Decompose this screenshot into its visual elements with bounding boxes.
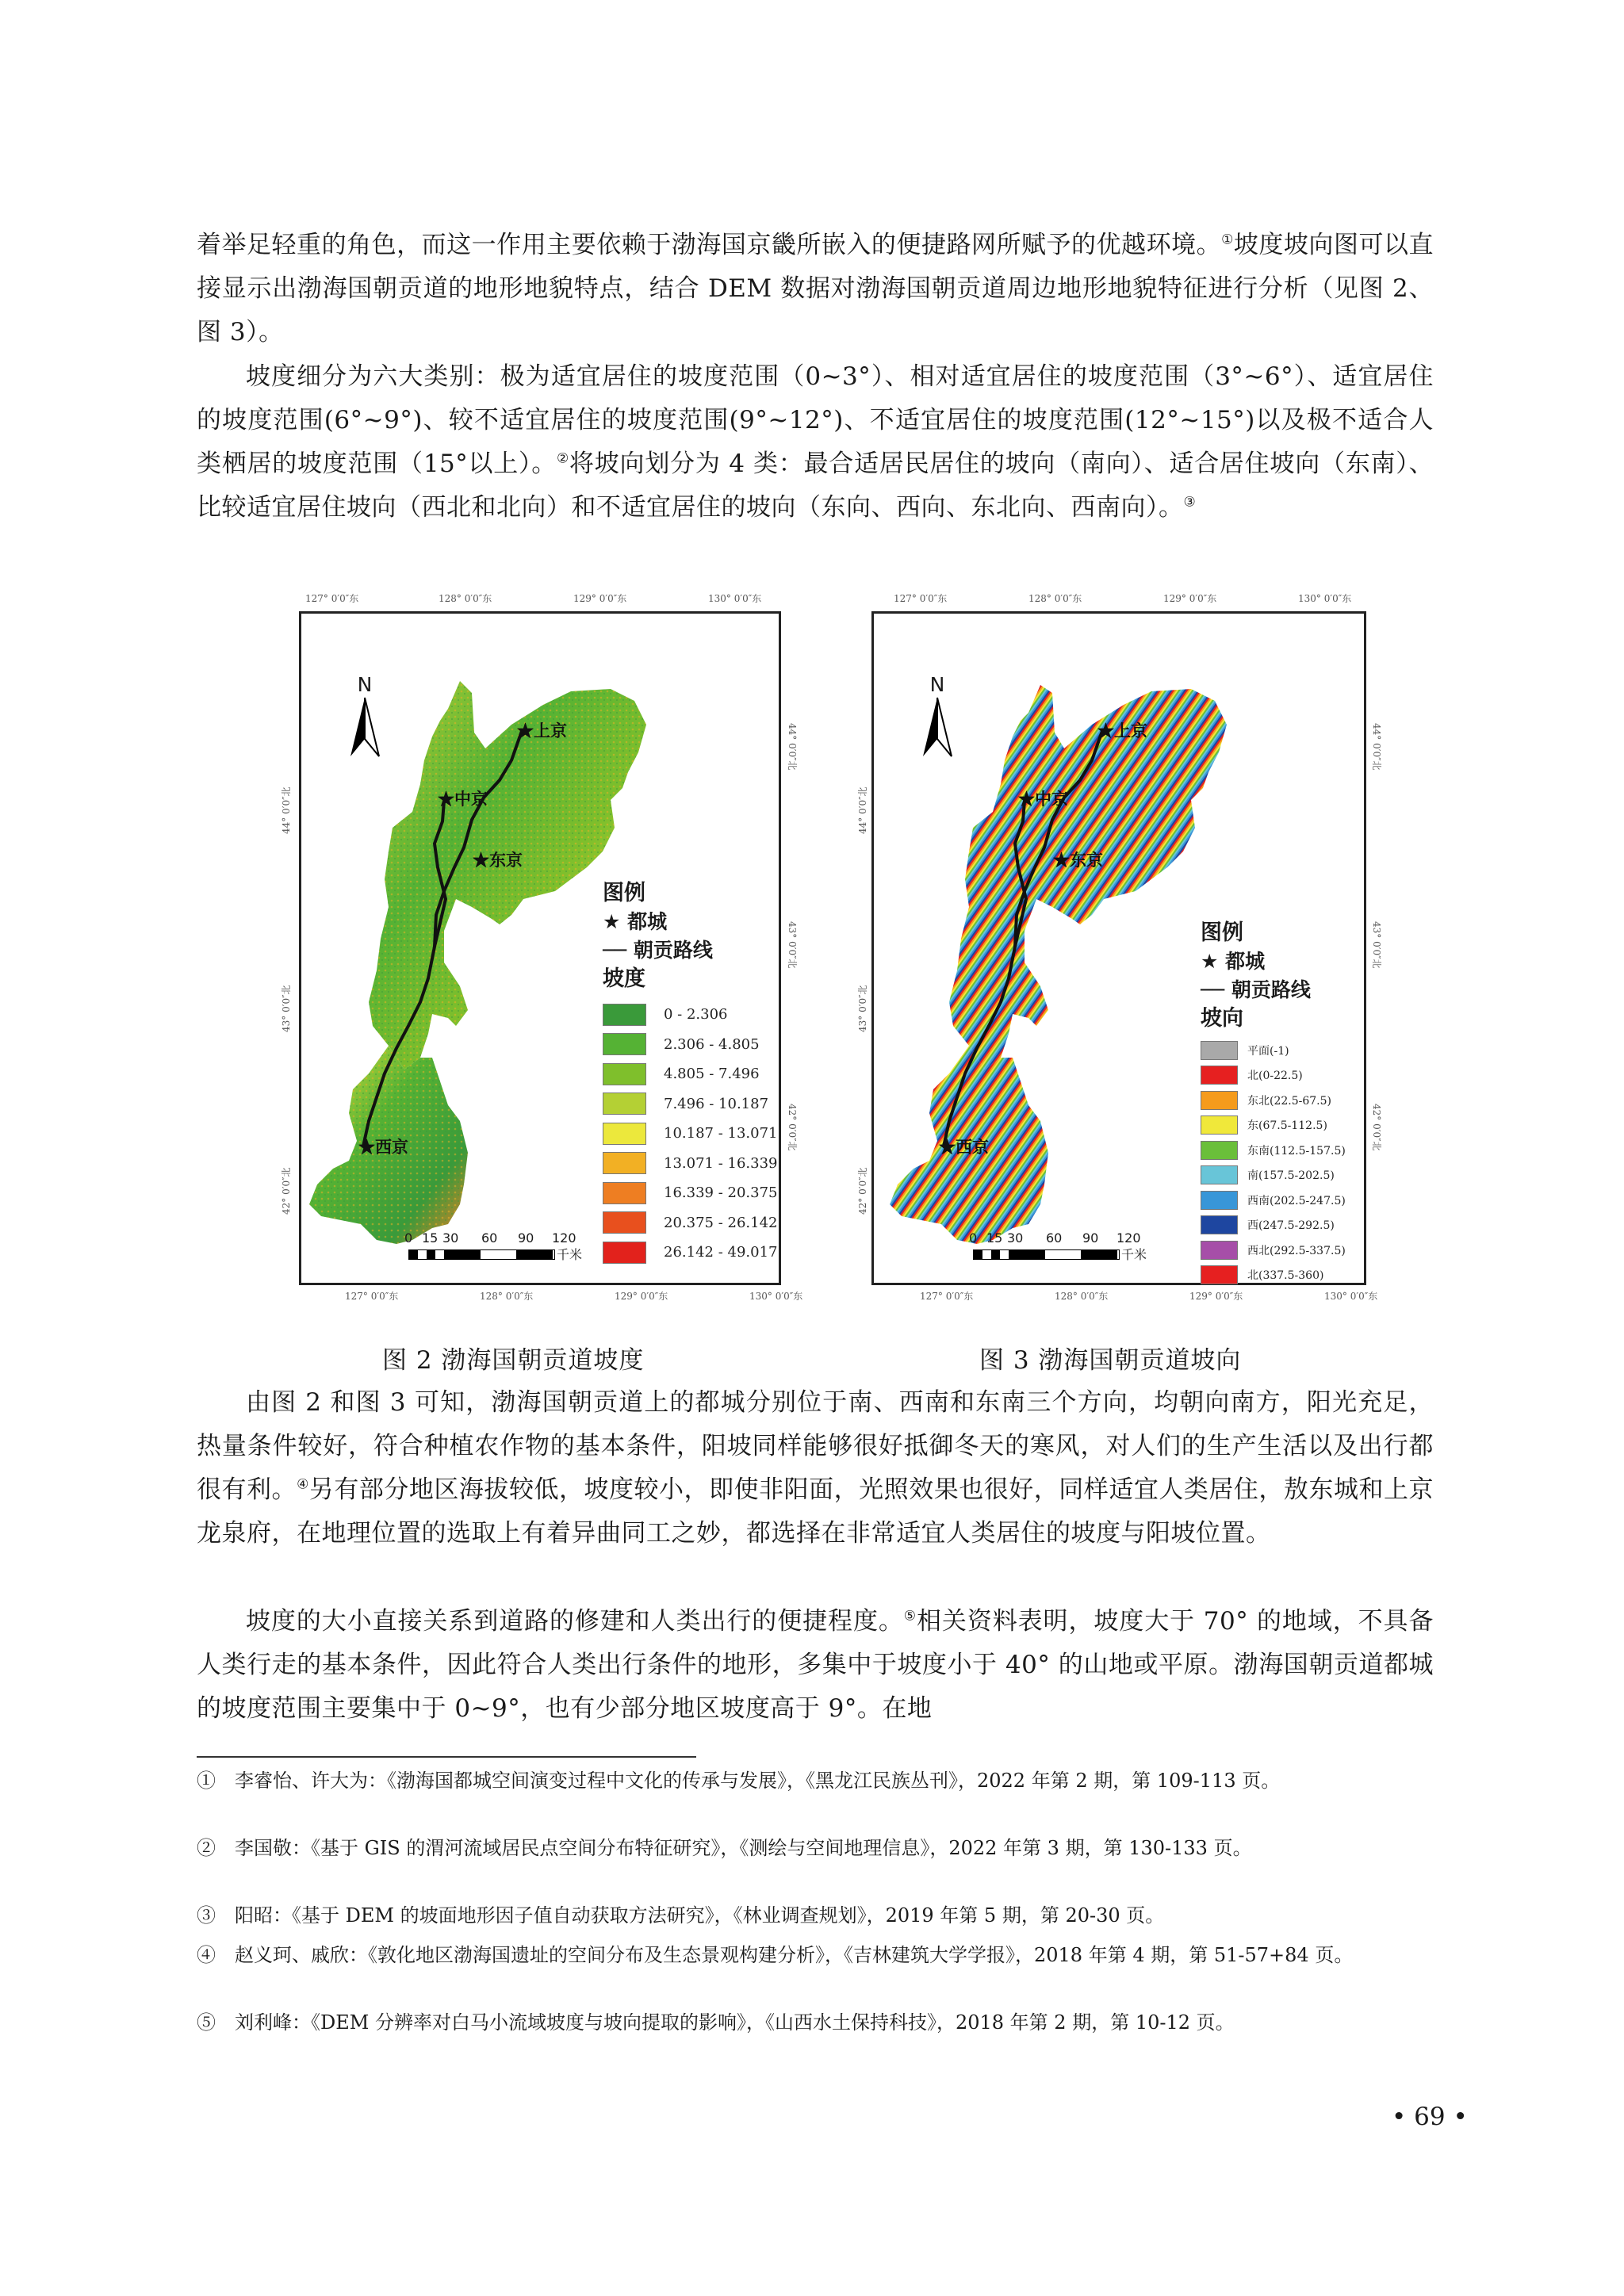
footnote-divider	[197, 1756, 696, 1758]
aspect-class-label: 南(157.5-202.5)	[1247, 1169, 1335, 1183]
scale-tick: 120	[552, 1230, 576, 1246]
north-label: N	[357, 673, 373, 696]
slope-legend	[603, 879, 778, 1268]
paragraph-slope-roads	[197, 1600, 1434, 1731]
graticule-right-44: 44° 0′0″北	[1371, 723, 1382, 771]
scale-unit: 千米	[557, 1247, 583, 1262]
legend-capital: ★ 都城	[603, 910, 668, 933]
aspect-class-label: 北(337.5-360)	[1247, 1269, 1324, 1283]
aspect-class-row	[1201, 1038, 1346, 1063]
aspect-class-row	[1201, 1238, 1346, 1263]
graticule-left-43: 43° 0′0″北	[281, 985, 292, 1032]
graticule-bottom-128: 128° 0′0″东	[1055, 1291, 1109, 1302]
graticule-left-44: 44° 0′0″北	[281, 786, 292, 834]
scale-bar	[969, 1230, 1207, 1262]
aspect-class-label: 平面(-1)	[1247, 1044, 1289, 1058]
legend-heading-slope: 坡度	[603, 966, 645, 991]
graticule-bottom-127: 127° 0′0″东	[345, 1291, 399, 1302]
route-line-icon: ──	[1201, 978, 1231, 1001]
north-arrow	[349, 673, 381, 760]
slope-class-label: 2.306 - 4.805	[664, 1035, 760, 1053]
graticule-top-129: 129° 0′0″东	[573, 593, 627, 604]
aspect-class-row	[1201, 1063, 1346, 1089]
scale-tick: 0	[969, 1230, 978, 1246]
slope-color-swatch	[603, 1093, 646, 1115]
scale-tick: 0	[404, 1230, 413, 1246]
aspect-class-row	[1201, 1263, 1346, 1288]
paragraph-text: 将坡向划分为 4 类：最合适居民居住的坡向（南向）、适合居住坡向（东南）、比较适宜居住坡向（西北和北向）和不适宜居住的坡向（东向、西向、东北向、西南向）。	[197, 450, 1434, 522]
graticule-bottom-128: 128° 0′0″东	[480, 1291, 534, 1302]
scale-tick: 30	[442, 1230, 459, 1246]
graticule-left-43: 43° 0′0″北	[857, 985, 868, 1032]
aspect-class-row	[1201, 1088, 1346, 1113]
slope-class-row	[603, 1000, 778, 1030]
aspect-color-swatch	[1201, 1141, 1238, 1160]
slope-class-label: 7.496 - 10.187	[664, 1095, 769, 1112]
slope-class-label: 4.805 - 7.496	[664, 1066, 760, 1083]
slope-class-label: 10.187 - 13.071	[664, 1125, 778, 1142]
paragraph-analysis	[197, 1381, 1434, 1556]
graticule-right-42: 42° 0′0″北	[787, 1104, 798, 1151]
city-shangjing: ★上京	[517, 721, 567, 740]
footnote-ref-4[interactable]: ④	[297, 1476, 309, 1493]
aspect-legend	[1201, 919, 1346, 1288]
scale-tick: 90	[518, 1230, 534, 1246]
star-icon: ★	[1201, 950, 1226, 973]
page-number: • 69 •	[1392, 2103, 1468, 2131]
aspect-class-label: 西(247.5-292.5)	[1247, 1219, 1335, 1233]
aspect-color-swatch	[1201, 1165, 1238, 1184]
city-xijing: ★西京	[358, 1137, 408, 1157]
north-arrow-icon	[349, 696, 381, 758]
graticule-right-43: 43° 0′0″北	[787, 921, 798, 969]
aspect-class-row	[1201, 1113, 1346, 1138]
city-dongjing: ★东京	[473, 850, 523, 870]
graticule-right-44: 44° 0′0″北	[787, 723, 798, 771]
aspect-color-swatch	[1201, 1041, 1238, 1060]
aspect-class-label: 北(0-22.5)	[1247, 1070, 1303, 1083]
figure-2-slope-map	[270, 588, 825, 1334]
graticule-left-44: 44° 0′0″北	[857, 786, 868, 834]
north-label: N	[929, 673, 945, 696]
slope-color-swatch	[603, 1152, 646, 1174]
map-frame	[871, 611, 1366, 1285]
scale-tick: 15	[422, 1230, 439, 1246]
graticule-left-42: 42° 0′0″北	[281, 1167, 292, 1215]
north-arrow	[921, 673, 953, 760]
scale-tick: 30	[1007, 1230, 1024, 1246]
scale-unit: 千米	[1121, 1247, 1147, 1262]
figure-3-aspect-map	[852, 588, 1423, 1334]
slope-color-swatch	[603, 1063, 646, 1085]
graticule-top-129: 129° 0′0″东	[1163, 593, 1217, 604]
slope-class-row	[603, 1178, 778, 1208]
aspect-color-swatch	[1201, 1066, 1238, 1085]
slope-class-label: 26.142 - 49.017	[664, 1244, 778, 1261]
scale-tick: 90	[1082, 1230, 1099, 1246]
aspect-class-list	[1201, 1038, 1346, 1288]
footnote-ref-2[interactable]: ②	[557, 450, 570, 467]
graticule-bottom-130: 130° 0′0″东	[1324, 1291, 1378, 1302]
slope-color-swatch	[603, 1033, 646, 1055]
slope-class-row	[603, 1030, 778, 1060]
north-arrow-icon	[921, 696, 953, 758]
slope-class-label: 0 - 2.306	[664, 1006, 728, 1024]
graticule-top-130: 130° 0′0″东	[708, 593, 762, 604]
graticule-left-42: 42° 0′0″北	[857, 1167, 868, 1215]
paragraph-text: 相关资料表明，坡度大于 70° 的地域，不具备人类行走的基本条件，因此符合人类出行条件的地形，多集中于坡度小于 40° 的山地或平原。渤海国朝贡道都城的坡度范围主要集中于 0~9°，也有少部分地区坡度高于 9°。在地	[197, 1607, 1434, 1723]
slope-color-swatch	[603, 1182, 646, 1204]
graticule-top-128: 128° 0′0″东	[439, 593, 492, 604]
aspect-color-swatch	[1201, 1115, 1238, 1135]
aspect-class-label: 东北(22.5-67.5)	[1247, 1094, 1331, 1108]
paragraph-intro	[197, 224, 1434, 354]
slope-class-label: 13.071 - 16.339	[664, 1154, 778, 1172]
slope-class-list	[603, 1000, 778, 1268]
footnote-1: ① 李睿怡、许大为：《渤海国都城空间演变过程中文化的传承与发展》，《黑龙江民族丛刊》，2022 年第 2 期，第 109-113 页。	[197, 1770, 1281, 1792]
footnote-5: ⑤ 刘利峰：《DEM 分辨率对白马小流域坡度与坡向提取的影响》，《山西水土保持科技》，2018 年第 2 期，第 10-12 页。	[197, 2011, 1235, 2034]
paragraph-text: 由图 2 和图 3 可知，渤海国朝贡道上的都城分别位于南、西南和东南三个方向，均朝向南方，阳光充足，热量条件较好，符合种植农作物的基本条件，阳坡同样能够很好抵御冬天的寒风，对人们的生产生活以及出行都很有利。	[197, 1388, 1434, 1504]
paragraph-text: 着举足轻重的角色，而这一作用主要依赖于渤海国京畿所嵌入的便捷路网所赋予的优越环境。	[197, 231, 1222, 259]
city-zhongjing: ★中京	[438, 789, 488, 809]
scale-bar-graphic	[973, 1249, 1120, 1260]
aspect-class-label: 西北(292.5-337.5)	[1247, 1244, 1346, 1257]
legend-route: ── 朝贡路线	[1201, 978, 1311, 1001]
paragraph-text: 坡度细分为六大类别：极为适宜居住的坡度范围（0~3°）、相对适宜居住的坡度范围（3°~6°）、适宜居住的坡度范围(6°~9°)、较不适宜居住的坡度范围(9°~12°)、不适宜居住的坡度范围(12°~15°)以及极不适合人类栖居的坡度范围（15°以上）。	[197, 362, 1434, 478]
paragraph-text: 坡度坡向图可以直接显示出渤海国朝贡道的地形地貌特点，结合 DEM 数据对渤海国朝贡道周边地形地貌特征进行分析（见图 2、图 3）。	[197, 231, 1434, 346]
graticule-bottom-127: 127° 0′0″东	[920, 1291, 974, 1302]
legend-title: 图例	[1201, 920, 1243, 945]
footnote-4: ④ 赵义珂、戚欣：《敦化地区渤海国遗址的空间分布及生态景观构建分析》，《吉林建筑大学学报》，2018 年第 4 期，第 51-57+84 页。	[197, 1944, 1354, 1966]
region-north	[949, 685, 1227, 1070]
footnote-ref-1[interactable]: ①	[1221, 232, 1234, 248]
paragraph-slope-classes	[197, 355, 1434, 530]
aspect-class-row	[1201, 1213, 1346, 1238]
slope-class-label: 20.375 - 26.142	[664, 1214, 778, 1231]
graticule-bottom-129: 129° 0′0″东	[1189, 1291, 1243, 1302]
city-shangjing: ★上京	[1097, 721, 1147, 740]
graticule-right-42: 42° 0′0″北	[1371, 1104, 1382, 1151]
aspect-class-row	[1201, 1188, 1346, 1213]
legend-title: 图例	[603, 881, 645, 905]
aspect-class-label: 西南(202.5-247.5)	[1247, 1194, 1346, 1207]
legend-heading-aspect: 坡向	[1201, 1006, 1243, 1031]
paragraph-text: 坡度的大小直接关系到道路的修建和人类出行的便捷程度。	[246, 1607, 904, 1636]
slope-color-swatch	[603, 1123, 646, 1145]
aspect-color-swatch	[1201, 1091, 1238, 1110]
aspect-class-row	[1201, 1163, 1346, 1188]
legend-route: ── 朝贡路线	[603, 939, 713, 962]
graticule-top-128: 128° 0′0″东	[1028, 593, 1082, 604]
footnote-ref-3[interactable]: ③	[1183, 494, 1197, 511]
city-xijing: ★西京	[939, 1137, 989, 1157]
legend-capital: ★ 都城	[1201, 950, 1266, 973]
city-dongjing: ★东京	[1053, 850, 1103, 870]
graticule-top-130: 130° 0′0″东	[1298, 593, 1352, 604]
scale-tick: 15	[986, 1230, 1003, 1246]
slope-class-row	[603, 1149, 778, 1179]
city-zhongjing: ★中京	[1018, 789, 1068, 809]
route-line-icon: ──	[603, 939, 634, 962]
slope-class-row	[603, 1059, 778, 1089]
slope-class-row	[603, 1089, 778, 1119]
scale-tick: 120	[1116, 1230, 1141, 1246]
figure-2-caption: 图 2 渤海国朝贡道坡度	[382, 1346, 645, 1375]
paragraph-text: 另有部分地区海拔较低，坡度较小，即使非阳面，光照效果也很好，同样适宜人类居住，敖东城和上京龙泉府，在地理位置的选取上有着异曲同工之妙，都选择在非常适宜人类居住的坡度与阳坡位置。	[197, 1475, 1434, 1548]
aspect-color-swatch	[1201, 1265, 1238, 1284]
slope-class-row	[603, 1119, 778, 1149]
footnote-2: ② 李国敬：《基于 GIS 的渭河流域居民点空间分布特征研究》，《测绘与空间地理信息》，2022 年第 3 期，第 130-133 页。	[197, 1837, 1252, 1859]
graticule-bottom-129: 129° 0′0″东	[615, 1291, 668, 1302]
aspect-class-label: 东南(112.5-157.5)	[1247, 1144, 1346, 1158]
scale-bar	[404, 1230, 642, 1262]
aspect-class-label: 东(67.5-112.5)	[1247, 1119, 1327, 1133]
graticule-bottom-130: 130° 0′0″东	[749, 1291, 803, 1302]
slope-color-swatch	[603, 1004, 646, 1026]
map-frame	[299, 611, 781, 1285]
slope-class-label: 16.339 - 20.375	[664, 1184, 778, 1202]
graticule-top-127: 127° 0′0″东	[305, 593, 359, 604]
scale-bar-graphic	[408, 1249, 555, 1260]
footnote-3: ③ 阳昭：《基于 DEM 的坡面地形因子值自动获取方法研究》，《林业调查规划》，2019 年第 5 期，第 20-30 页。	[197, 1904, 1165, 1927]
graticule-right-43: 43° 0′0″北	[1371, 921, 1382, 969]
figure-3-caption: 图 3 渤海国朝贡道坡向	[979, 1346, 1242, 1375]
aspect-class-row	[1201, 1138, 1346, 1163]
scale-tick: 60	[481, 1230, 498, 1246]
aspect-color-swatch	[1201, 1191, 1238, 1210]
scale-tick: 60	[1046, 1230, 1063, 1246]
footnote-ref-5[interactable]: ⑤	[903, 1608, 917, 1624]
star-icon: ★	[603, 910, 628, 933]
graticule-top-127: 127° 0′0″东	[894, 593, 948, 604]
